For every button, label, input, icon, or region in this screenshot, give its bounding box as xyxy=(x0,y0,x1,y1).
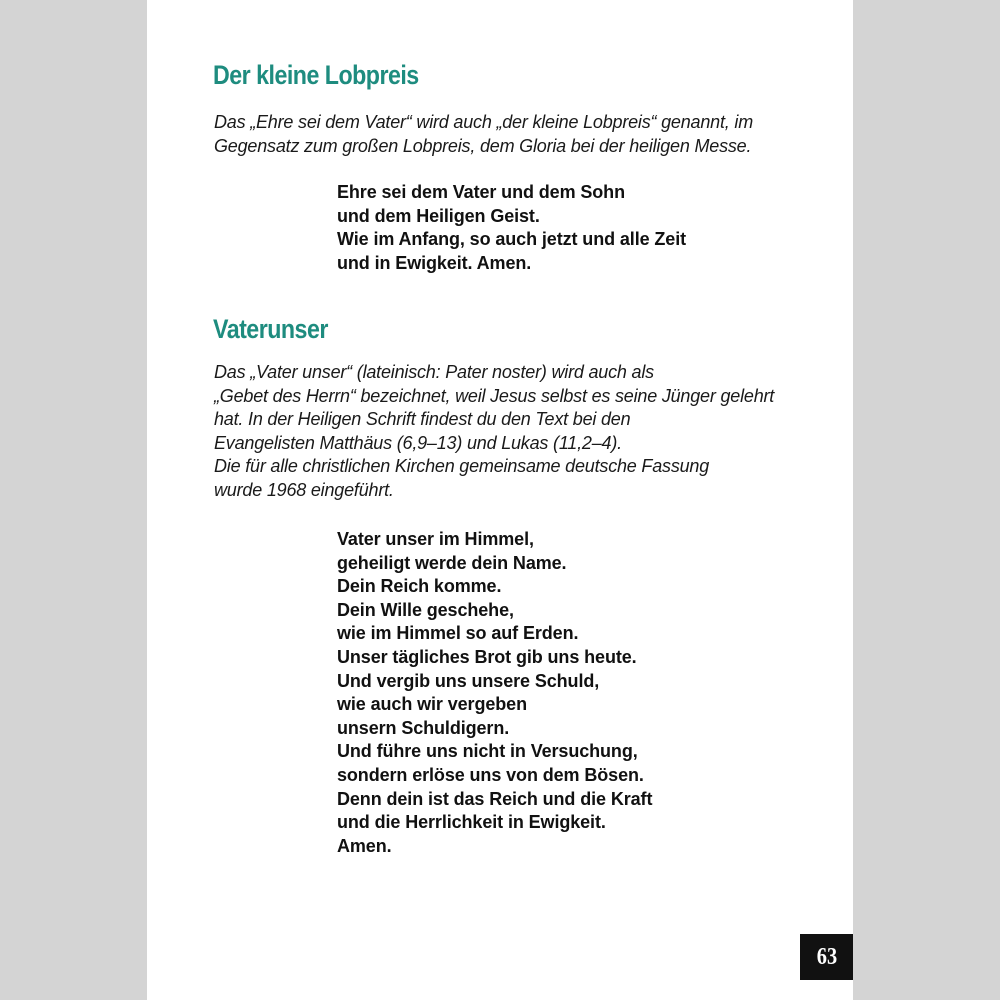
prayer-line: Und vergib uns unsere Schuld, xyxy=(337,670,600,691)
prayer-line: Dein Wille geschehe, xyxy=(337,599,514,620)
prayer-line: Amen. xyxy=(337,835,392,856)
intro-line: Die für alle christlichen Kirchen gemeinsame deutsche Fassung xyxy=(214,456,710,477)
prayer-line: Denn dein ist das Reich und die Kraft xyxy=(337,788,653,809)
heading-der-kleine-lobpreis: Der kleine Lobpreis xyxy=(213,60,419,90)
prayer-line: geheiligt werde dein Name. xyxy=(337,552,567,573)
intro-line: hat. In der Heiligen Schrift findest du den Text bei den xyxy=(214,409,631,430)
prayer-line: wie im Himmel so auf Erden. xyxy=(337,623,579,644)
prayer-line: Dein Reich komme. xyxy=(337,576,502,597)
prayer-line: und die Herrlichkeit in Ewigkeit. xyxy=(337,812,606,833)
heading-vaterunser: Vaterunser xyxy=(213,314,328,344)
prayer-line: Wie im Anfang, so auch jetzt und alle Zeit xyxy=(337,229,687,250)
intro-line: Evangelisten Matthäus (6,9–13) und Lukas (11,2–4). xyxy=(214,432,622,453)
prayer-line: sondern erlöse uns von dem Bösen. xyxy=(337,764,644,785)
prayer-ehre-sei-dem-vater xyxy=(337,181,797,275)
page xyxy=(147,0,853,1000)
prayer-line: Und führe uns nicht in Versuchung, xyxy=(337,741,638,762)
intro-line: „Gebet des Herrn“ bezeichnet, weil Jesus selbst es seine Jünger gelehrt xyxy=(214,385,775,406)
prayer-line: Unser tägliches Brot gib uns heute. xyxy=(337,646,637,667)
intro-line: Das „Vater unser“ (lateinisch: Pater noster) wird auch als xyxy=(214,362,654,382)
intro-line: Das „Ehre sei dem Vater“ wird auch „der kleine Lobpreis“ genannt, im xyxy=(214,112,753,132)
intro-vaterunser xyxy=(214,361,814,503)
intro-line: wurde 1968 eingeführt. xyxy=(214,479,394,500)
prayer-vater-unser xyxy=(337,528,797,858)
intro-line: Gegensatz zum großen Lobpreis, dem Gloria bei der heiligen Messe. xyxy=(214,135,752,156)
prayer-line: wie auch wir vergeben xyxy=(337,694,527,715)
page-number: 63 xyxy=(816,943,837,970)
prayer-line: Ehre sei dem Vater und dem Sohn xyxy=(337,182,625,202)
intro-kleiner-lobpreis xyxy=(214,111,814,158)
prayer-line: Vater unser im Himmel, xyxy=(337,529,534,549)
prayer-line: und in Ewigkeit. Amen. xyxy=(337,252,532,273)
prayer-line: unsern Schuldigern. xyxy=(337,717,510,738)
prayer-line: und dem Heiligen Geist. xyxy=(337,205,540,226)
page-number-box xyxy=(800,934,853,980)
